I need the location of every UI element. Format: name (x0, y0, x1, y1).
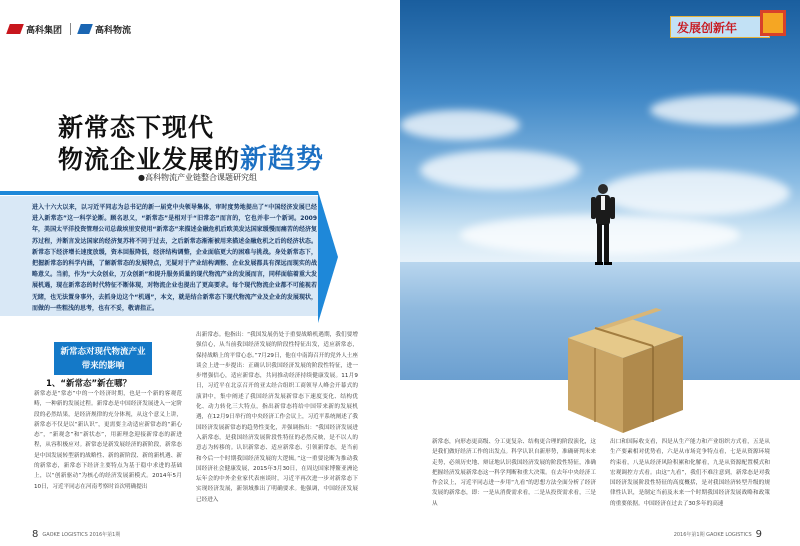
intro-arrow (318, 191, 338, 323)
right-column-2: 出口和国际收支看，四是从生产能力和产业组织方式看，五是从生产要素相对优势看，六是从市场竞争特点看，七是从资源环境约束看，八是从经济风险积累和化解看，九是从资源配置模式和宏观调控方式看。由这“九看”，我们不难注意到，新常态是对我国经济发展阶段性特征的高度概括，是对我国经济转型升级的规律性认识，是制定当前及未来一个时期我国经济发展战略和政策的重要依据。中国经济在过去了30多年的高速 (610, 439, 770, 507)
right-page (400, 0, 800, 546)
brand2-text: 高科物流 (95, 25, 132, 36)
body-column-1: 新常态是“常态”中的一个经济时期，也是一个新的客观范畴，一种新的发展过程。新常态是中国经济发展进入一定阶段的必然结果，是经济规律的充分体现，从这个意义上讲，新常态不仅是以“新认识”，更需要主动适应新常态的“新心态”，“新观念”和“新状态”，用新理念迎接新常态的新进程，从容积极应对。新常态是新发展经济的新阶段，新常态是中国发展转型新的战略性、新的新阶段、新的新机遇、新的新常态，新常态下经济主要特点为基于稳中求进的基础上，以“创新驱动”为核心的经济发展新模式。2014年5月10日，习近平同志在河南考察时首次明确提出 (34, 391, 182, 490)
title-prefix: 物流企业发展的 (58, 145, 241, 174)
intro-top-bar (0, 191, 318, 195)
cardboard-box-icon (558, 298, 688, 438)
right-footer (674, 529, 762, 540)
right-column-1: 新常态，向形态更高级、分工更复杂、结构更合理的阶段演化，这是我们做好经济工作的出发点。科学认识自新形势，准确研判未来走势，必须历史地、辩证地认识我国经济发展的阶段性特征，准确把握经济发展新常态这一科学判断和重大决策。在去年中央经济工作会议上，习近平同志进一步用“九看”的思想方法全面分析了经济发展的新常态，即：一是从消费需求看，二是从投资需求看，三是从 (432, 439, 596, 507)
left-footer-text: GAOKE LOGISTICS 2016年第1期 (42, 532, 121, 538)
title-highlight: 新趋势 (240, 144, 325, 175)
body-column-2: 出新常态。他指出：“我国发展仍处于重要战略机遇期，我们要增强信心，从当前我国经济发展的阶段性特征出发，适应新常态，保持战略上的平常心态。”7月29日，他在中南海召开的党外人士座谈会上进一步提出：正确认识我国经济发展的阶段性特征，进一步增强信心，适应新常态，共同推动经济持续健康发展。11月9日，习近平在北京召开的亚太经合组织工商领导人峰会开幕式的演讲中，集中阐述了我国经济发展新常态下速度变化、结构优化、动力转化三大特点，指出新常态将给中国带来新的发展机遇，在12月9日举行的中央经济工作会议上，习近平系统阐述了我国经济发展新常态的趋势性变化，并强调指出：“我国经济发展进入新常态，是我国经济发展阶段性特征的必然反映，是不以人的意志为转移的。认识新常态、适应新常态、引领新常态，是当前和今后一个时期我国经济发展的大逻辑。”这一重要论断为推动我国经济社会健康发展，2015年3月30日，在周边国家博鳌亚洲论坛年会的中外企业家代表座谈时，习近平再次进一步对新常态下实现经济发展，新领域推出了明确要求。他强调，中国经济发展已经进入 (196, 332, 358, 503)
section-heading-line2: 带来的影响 (81, 361, 125, 371)
byline: ●高科物流产业链整合课题研究组 (138, 173, 257, 182)
section-heading-box (54, 342, 152, 375)
group-logo-icon (6, 24, 24, 34)
cloud (400, 110, 520, 140)
section-heading-line1: 新常态对现代物流产业 (60, 347, 146, 357)
cloud (600, 170, 790, 216)
logistics-logo-icon (77, 24, 93, 34)
brand1-text: 高科集团 (26, 25, 63, 36)
section-tag: 发展创新年 (670, 16, 770, 38)
sub-heading: 1、“新常态”新在哪？ (46, 379, 132, 389)
businessman-figure (588, 182, 618, 267)
cloud (420, 150, 580, 190)
tag-decoration-icon (760, 10, 786, 36)
article-title-line1: 新常态下现代 (58, 113, 215, 142)
logo-divider (70, 23, 71, 35)
header-logos (8, 22, 131, 36)
intro-paragraph: 进入十六大以来，以习近平同志为总书记的新一届党中央领导集体，审时度势地提出了“中国经济发展已经进入新常态”这一科学论断。顾名思义，“新常态”是相对于“旧常态”而言的，它也并非一个新词。2009年，美国太平洋投资管理公司总裁埃里安使用“新常态”来描述金融危机后欧美发达国家缓慢而痛苦的经济复苏过程，并断言发达国家的经济复苏将不同于过去，之后新常态渐渐被用来描述金融危机之后的经济状态。新常态下经济增长速度放缓，资本回报降低，经济结构调整，企业面临更大的困难与挑战。身处新常态下，把握新常态的科学内涵，了解新常态的发展特点，无疑对于产业结构调整、企业发展都具有深远而现实的战略意义。当前，作为“大众创业，万众创新”和提升服务质量的现代物流产业的发展而言，同样面临着重大发展机遇，现在新常态的时代特征不断体现，对物流企业也提出了更高要求。每个现代物流企业都不可能视若无睹，也无法置身事外，去抓身边这个“机遇”，本文，就是结合新常态下现代物流产业及企业的发展现状，而做的一些粗浅的思考，也有不妥，敬请指正。 (32, 204, 317, 312)
left-footer (32, 529, 120, 540)
right-page-number: 9 (755, 529, 762, 540)
left-page-number: 8 (32, 529, 39, 540)
article-title-line2 (58, 137, 324, 176)
cloud (650, 95, 800, 125)
right-footer-text: 2016年第1期 GAOKE LOGISTICS (673, 532, 752, 538)
